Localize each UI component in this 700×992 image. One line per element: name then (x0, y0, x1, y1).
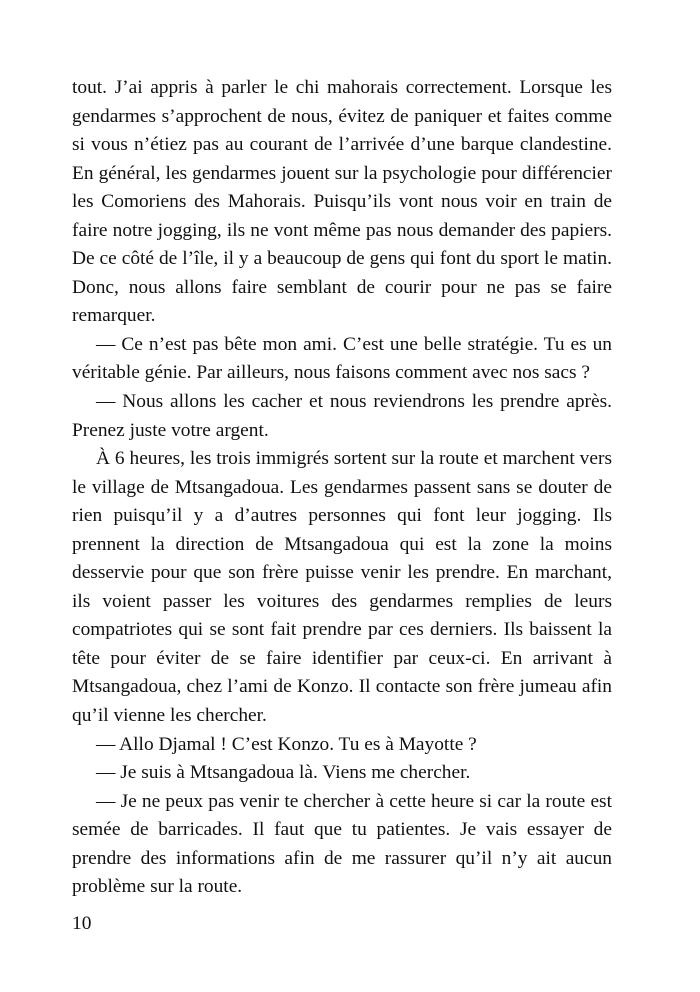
dialogue-paragraph: — Ce n’est pas bête mon ami. C’est une belle stratégie. Tu es un véritable génie. Par ailleurs, nous faisons comment avec nos sacs ? (72, 333, 612, 384)
paragraph-continuation: tout. J’ai appris à parler le chi mahorais correctement. Lorsque les gendarmes s’approchent de nous, évitez de paniquer et faites comme si vous n’étiez pas au courant de l’arrivée d’une barque clandestine. En général, les gendarmes jouent sur la psychologie pour différencier les Comoriens des Mahorais. Puisqu’ils vont nous voir en train de faire notre jogging, ils ne vont même pas nous demander des papiers. De ce côté de l’île, il y a beaucoup de gens qui font du sport le matin. Donc, nous allons faire semblant de courir pour ne pas se faire remarquer. (72, 77, 612, 327)
dialogue-paragraph: — Je suis à Mtsangadoua là. Viens me chercher. (96, 762, 471, 784)
page-number: 10 (72, 913, 92, 934)
dialogue-paragraph: — Je ne peux pas venir te chercher à cette heure si car la route est semée de barricades. Il faut que tu patientes. Je vais essayer de prendre des informations afin de me rassurer qu’il n’y ait aucun problème sur la route. (72, 790, 612, 898)
narrative-paragraph: À 6 heures, les trois immigrés sortent sur la route et marchent vers le village de Mtsangadoua. Les gendarmes passent sans se douter de rien puisqu’il y a d’autres personnes qui font leur jogging. Ils prennent la direction de Mtsangadoua qui est la zone la moins desservie pour que son frère puisse venir les prendre. En marchant, ils voient passer les voitures des gendarmes remplies de leurs compatriotes qui se sont fait prendre par ces derniers. Ils baissent la tête pour éviter de se faire identifier par ceux-ci. En arrivant à Mtsangadoua, chez l’ami de Konzo. Il contacte son frère jumeau afin qu’il vienne les chercher. (72, 448, 612, 727)
dialogue-paragraph: — Nous allons les cacher et nous reviendrons les prendre après. Prenez juste votre argent. (72, 391, 612, 441)
body-text (72, 74, 612, 902)
dialogue-paragraph: — Allo Djamal ! C’est Konzo. Tu es à Mayotte ? (96, 733, 477, 755)
